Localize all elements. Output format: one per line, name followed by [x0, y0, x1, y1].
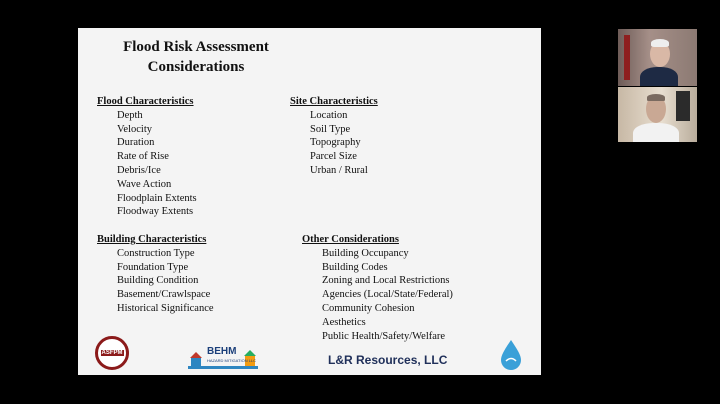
- site-characteristics-section: [290, 95, 378, 178]
- list-item: Floodway Extents: [117, 206, 194, 218]
- lr-resources-label: L&R Resources, LLC: [328, 353, 448, 367]
- list-item: Velocity: [117, 123, 152, 135]
- list-item: Basement/Crawlspace: [117, 289, 211, 301]
- list-item: Duration: [117, 137, 155, 149]
- slide-title-line2: Considerations: [147, 59, 245, 75]
- list-item: Building Condition: [117, 275, 199, 287]
- list-item: Floodplain Extents: [117, 192, 197, 204]
- section-heading: Other Considerations: [302, 234, 399, 245]
- list-item: Agencies (Local/State/Federal): [322, 289, 453, 301]
- flood-characteristics-section: [97, 95, 197, 219]
- list-item: Wave Action: [117, 178, 172, 190]
- participant-video-1[interactable]: [618, 29, 697, 86]
- list-item: Rate of Rise: [117, 151, 169, 163]
- list-item: Location: [310, 109, 348, 121]
- list-item: Debris/Ice: [117, 164, 161, 176]
- list-item: Building Codes: [322, 261, 388, 273]
- section-heading: Building Characteristics: [97, 234, 207, 245]
- participant-video-2[interactable]: [618, 87, 697, 142]
- other-considerations-section: [302, 233, 453, 343]
- asfpm-logo: [95, 336, 129, 370]
- list-item: Building Occupancy: [322, 247, 409, 259]
- list-item: Public Health/Safety/Welfare: [322, 330, 446, 342]
- section-heading: Site Characteristics: [290, 96, 378, 107]
- list-item: Construction Type: [117, 247, 195, 259]
- building-characteristics-section: [97, 233, 214, 316]
- asfpm-logo-text: ASFPM: [101, 350, 123, 356]
- list-item: Depth: [117, 109, 143, 121]
- behm-logo-text: BEHM: [207, 346, 237, 357]
- list-item: Zoning and Local Restrictions: [322, 275, 450, 287]
- behm-logo-subtext: HAZARD MITIGATION LLC: [207, 358, 257, 363]
- list-item: Soil Type: [310, 123, 351, 135]
- list-item: Community Cohesion: [322, 302, 415, 314]
- slide-title: [78, 37, 314, 77]
- list-item: Aesthetics: [322, 316, 366, 328]
- list-item: Parcel Size: [310, 151, 357, 163]
- slide-title-line1: Flood Risk Assessment: [123, 39, 269, 55]
- list-item: Historical Significance: [117, 302, 214, 314]
- water-drop-icon: [499, 339, 523, 371]
- section-heading: Flood Characteristics: [97, 96, 194, 107]
- list-item: Foundation Type: [117, 261, 189, 273]
- list-item: Topography: [310, 137, 361, 149]
- presentation-slide: [78, 28, 541, 375]
- list-item: Urban / Rural: [310, 164, 368, 176]
